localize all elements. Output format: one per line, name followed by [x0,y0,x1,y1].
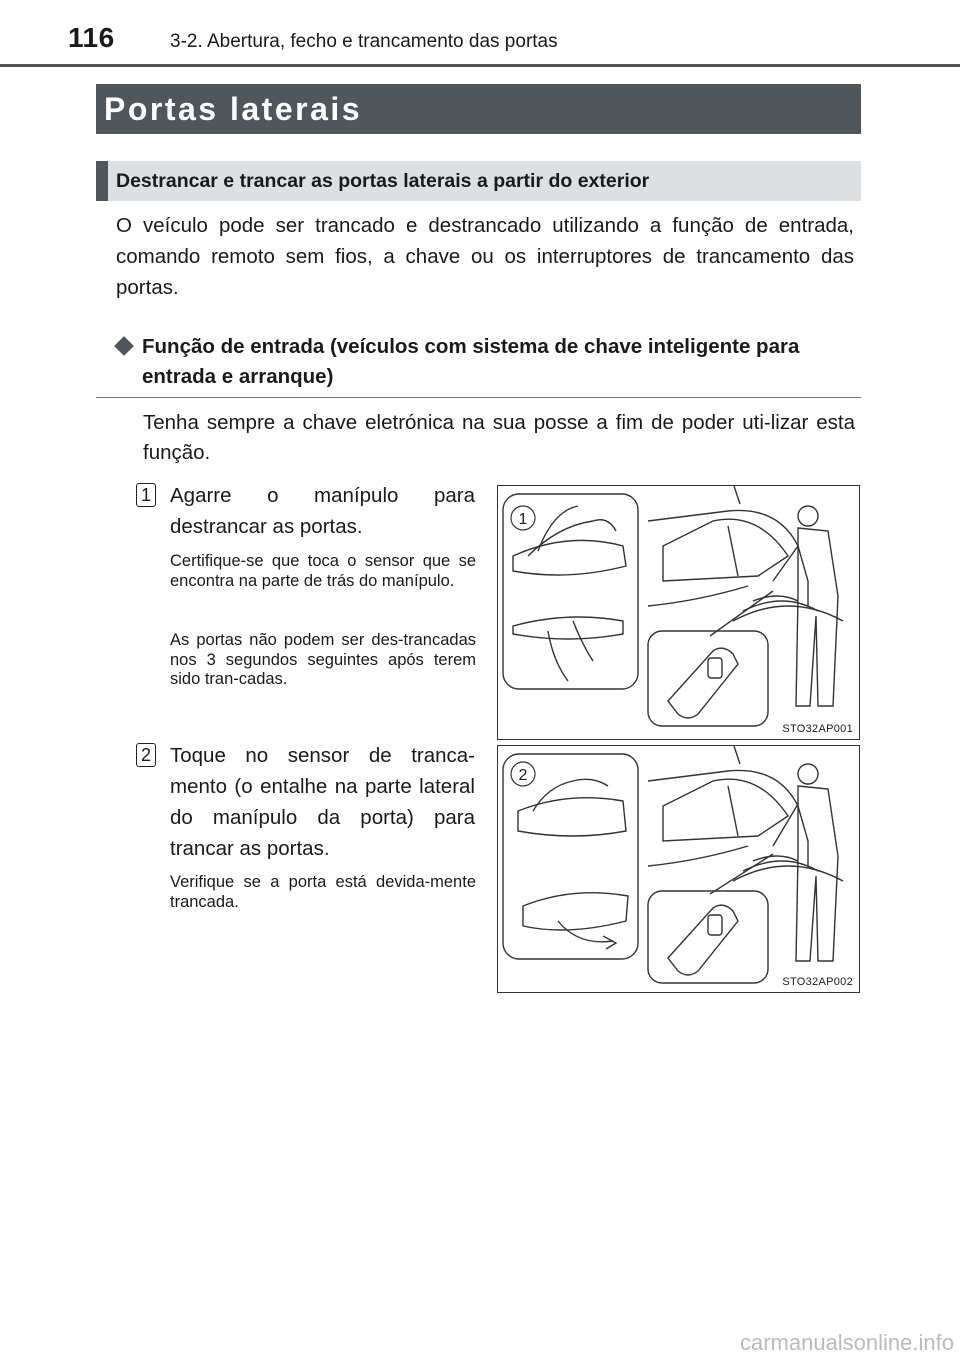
page-number: 116 [68,22,115,53]
figure-1-code: STO32AP001 [782,723,853,735]
watermark: carmanualsonline.info [739,1330,954,1355]
subsection-title: Destrancar e trancar as portas laterais a partir do exterior [116,169,650,192]
feature-body: Tenha sempre a chave eletrónica na sua posse a fim de poder uti-lizar esta função. [143,411,855,464]
figure-1 [497,485,860,740]
subsection-marker [96,161,108,201]
figure-2-illustration [498,746,859,992]
section-title: Portas laterais [104,90,363,127]
feature-heading-text: Função de entrada (veículos com sistema de chave inteligente para entrada e arranque) [142,335,800,388]
step-number-1: 1 [136,483,156,507]
header-rule [0,64,960,67]
figure-2 [497,745,860,993]
figure-1-illustration [498,486,859,739]
step-2-note-1: Verifique se a porta está devida-mente trancada. [170,873,476,911]
figure-2-label: 2 [518,767,528,784]
subsection-band [96,161,861,201]
intro-paragraph: O veículo pode ser trancado e destrancado utilizando a função de entrada, comando remoto sem fios, a chave ou os interruptores de trancamento das portas. [116,214,854,299]
feature-heading [114,332,860,392]
step-1-note-2: As portas não podem ser des-trancadas nos 3 segundos seguintes após terem sido tran-cadas. [170,631,476,688]
step-1-text: Agarre o manípulo para destrancar as portas. [170,484,475,538]
step-1-note-1: Certifique-se que toca o sensor que se encontra na parte de trás do manípulo. [170,552,476,590]
running-header: 3-2. Abertura, fecho e trancamento das portas [170,31,558,52]
feature-rule [96,397,861,398]
figure-2-code: STO32AP002 [782,976,853,988]
step-number-2: 2 [136,743,156,767]
step-2-text: Toque no sensor de tranca-mento (o entalhe na parte lateral do manípulo da porta) para trancar as portas. [170,744,475,860]
figure-1-label: 1 [518,511,528,528]
section-band [96,84,861,134]
